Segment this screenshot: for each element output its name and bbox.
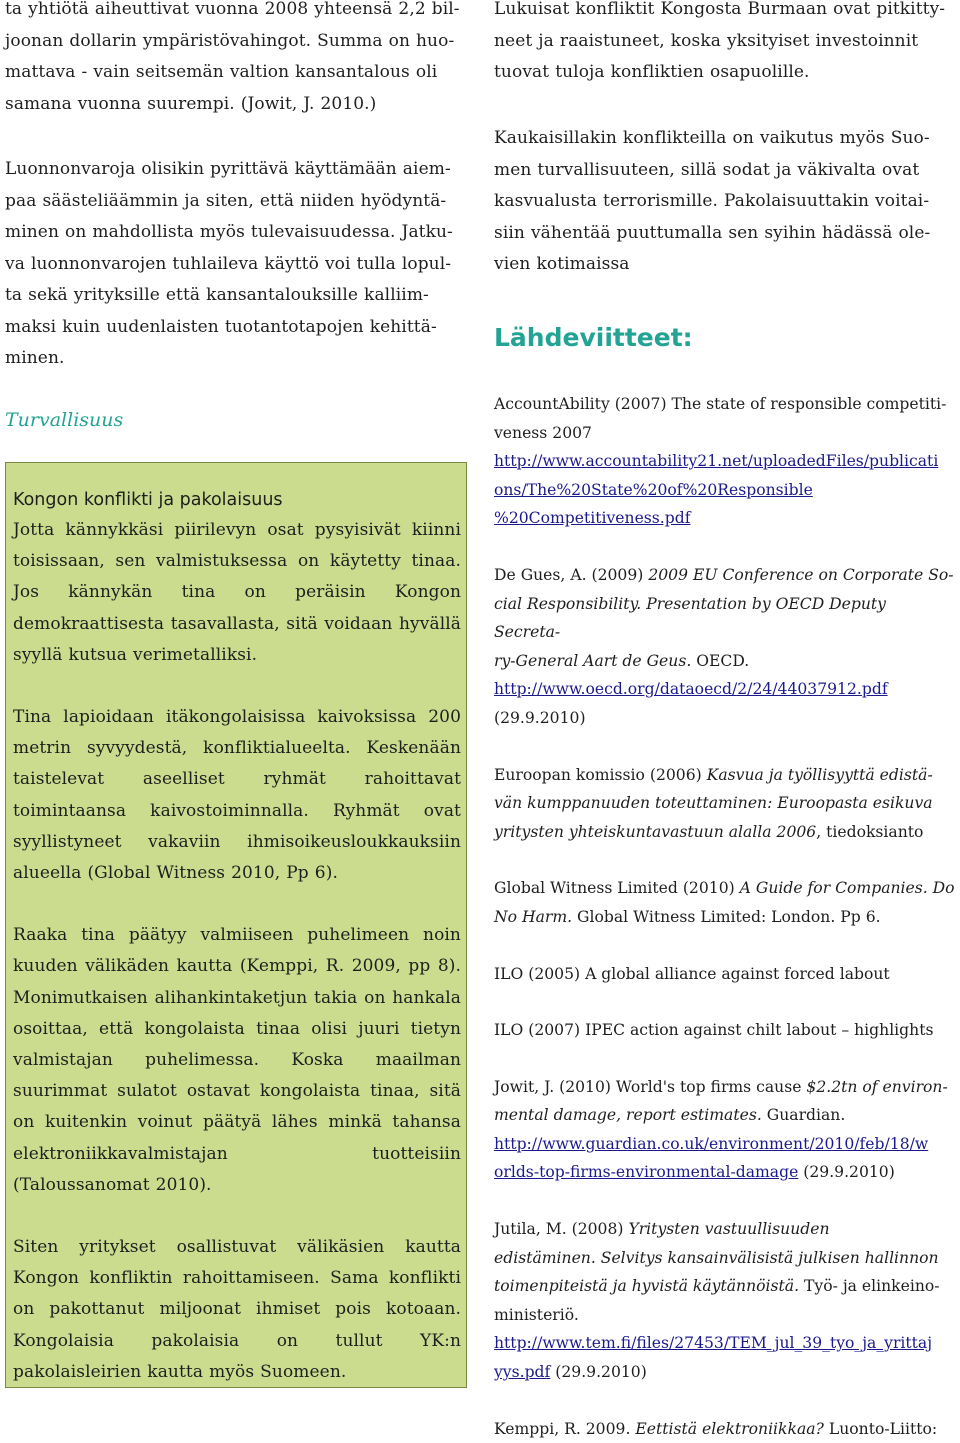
reference-title: No Harm. [494, 907, 573, 926]
text-line: Kaukaisillakin konflikteilla on vaikutus myös Suo- [494, 128, 930, 148]
reference-text: veness 2007 [494, 423, 592, 442]
reference-title: edistäminen. Selvitys kansainvälisistä julkisen hallinnon [494, 1248, 939, 1267]
reference-title: cial Responsibility. Presentation by OECD Deputy Secreta- [494, 594, 886, 642]
reference-item [494, 1073, 956, 1187]
reference-date: (29.9.2010) [550, 1363, 647, 1382]
reference-text: , tiedoksianto [816, 822, 924, 841]
reference-item [494, 1215, 956, 1387]
reference-text: De Gues, A. (2009) [494, 565, 649, 584]
reference-text: Global Witness Limited (2010) [494, 879, 740, 898]
box-paragraph: Siten yritykset osallistuvat välikäsien kautta Kongon konfliktin rahoittamiseen. Sama konflikti on pakottanut miljoonat ihmiset pois kotoaan. Kongolaisia pakolaisia on tullut YK:n pakolaisleirien kautta myös Suomeen. [13, 1237, 461, 1382]
security-paragraph [494, 123, 956, 281]
reference-link[interactable]: ons/The%20State%20of%20Responsible [494, 480, 813, 499]
reference-title: A Guide for Companies. Do [739, 879, 955, 898]
text-line: neet ja raaistuneet, koska yksityiset investoinnit [494, 30, 919, 51]
reference-title: Eettistä elektroniikkaa? [635, 1419, 824, 1438]
reference-date: (29.9.2010) [494, 708, 586, 727]
reference-text: Luonto-Liitto: [823, 1419, 938, 1438]
reference-title: mental damage, report estimates. [494, 1106, 762, 1125]
text-line: siin vähentää puuttumalla sen syihin hädässä ole- [494, 222, 931, 243]
text-line: Lukuisat konfliktit Kongosta Burmaan ovat pitkitty- [494, 0, 946, 19]
reference-text: Jutila, M. (2008) [494, 1220, 629, 1239]
box-paragraph: Raaka tina päätyy valmiiseen puhelimeen noin kuuden välikäden kautta (Kemppi, R. 2009, pp 8). Monimutkaisen alihankintaketjun takia on hankala osoittaa, että kongolaista tinaa olisi juuri tietyn valmistajan puhelimessa. Koska maailman suurimmat sulatot ostavat kongolaista tinaa, sitä on kuitenkin voinut päätyä lähes minkä tahansa elektroniikkavalmistajan tuotteisiin (Taloussanomat 2010). [13, 925, 461, 1195]
text-line: va luonnonvarojen tuhlaileva käyttö voi tulla lopul- [5, 253, 452, 274]
text-line: tuovat tuloja konfliktien osapuolille. [494, 62, 810, 82]
reference-title: Kasvua ja työllisyyttä edistä- [706, 765, 933, 784]
reference-text: Työ- ja elinkeino- [799, 1277, 940, 1296]
reference-title: Yritysten vastuullisuuden [628, 1220, 830, 1239]
reference-text: ministeriö. [494, 1305, 579, 1324]
sidebar-box [5, 462, 467, 1388]
reference-title: 2009 EU Conference on Corporate So- [648, 565, 954, 584]
reference-link[interactable]: orlds-top-firms-environmental-damage [494, 1163, 799, 1182]
conflicts-paragraph [494, 0, 956, 89]
reference-item [494, 390, 956, 533]
text-line: vien kotimaissa [494, 254, 630, 274]
text-line: mattava - vain seitsemän valtion kansantalous oli [5, 62, 438, 82]
text-line: minen on mahdollista myös tulevaisuudessa. Jatku- [5, 222, 453, 242]
text-line: kasvualusta terrorismille. Pakolaisuuttakin voitai- [494, 191, 930, 211]
reference-link[interactable]: http://www.guardian.co.uk/environment/2010/feb/18/w [494, 1134, 929, 1153]
reference-item [494, 960, 956, 989]
section-heading: Turvallisuus [5, 409, 124, 431]
references-heading: Lähdeviitteet: [494, 323, 693, 352]
reference-title: toimenpiteistä ja hyvistä käytännöistä. [494, 1277, 800, 1296]
reference-text: Euroopan komissio (2006) [494, 765, 707, 784]
resources-paragraph [5, 154, 465, 375]
intro-paragraph [5, 0, 465, 120]
text-line: minen. [5, 348, 65, 368]
reference-item [494, 561, 956, 733]
reference-item [494, 761, 956, 847]
reference-text: ILO (2005) A global alliance against forced labout [494, 964, 890, 983]
box-title: Kongon konflikti ja pakolaisuus [13, 490, 283, 510]
text-line: samana vuonna suurempi. (Jowit, J. 2010.) [5, 93, 377, 114]
reference-link[interactable]: yys.pdf [494, 1363, 551, 1382]
reference-link[interactable]: %20Competitiveness.pdf [494, 509, 691, 528]
reference-item [494, 1415, 956, 1443]
reference-item [494, 874, 956, 931]
box-paragraph: Jotta kännykkäsi piirilevyn osat pysyisivät kiinni toisissaan, sen valmistuksessa on käytetty tinaa. Jos kännykän tina on peräisin Kongon demokraattisesta tasavallasta, sitä voidaan hyvällä syyllä kutsua verimetalliksi. [13, 520, 461, 665]
reference-text: AccountAbility (2007) The state of responsible competiti- [494, 395, 947, 413]
reference-title: yritysten yhteiskuntavastuun alalla 2006 [494, 822, 817, 841]
reference-text: ILO (2007) IPEC action against chilt labout – highlights [494, 1021, 934, 1040]
reference-title: $2.2tn of environ- [806, 1077, 948, 1096]
references-list [494, 390, 956, 1443]
reference-date: (29.9.2010) [798, 1163, 895, 1182]
box-paragraph: Tina lapioidaan itäkongolaisissa kaivoksissa 200 metrin syvyydestä, konfliktialueelta. Keskenään taistelevat aseelliset ryhmät rahoittavat toimintaansa kaivostoiminnalla. Ryhmät ovat syyllistyneet vakaviin ihmisoikeusloukkauksiin alueella (Global Witness 2010, Pp 6). [13, 707, 461, 884]
text-line: Luonnonvaroja olisikin pyrittävä käyttämään aiem- [5, 159, 451, 179]
reference-title: vän kumppanuuden toteuttaminen: Euroopasta esikuva [494, 794, 933, 813]
reference-text: Global Witness Limited: London. Pp 6. [572, 907, 881, 926]
text-line: maksi kuin uudenlaisten tuotantotapojen kehittä- [5, 316, 437, 337]
reference-link[interactable]: http://www.accountability21.net/uploadedFiles/publicati [494, 452, 939, 471]
reference-item [494, 1016, 956, 1045]
text-line: paa säästeliäämmin ja siten, että niiden hyödyntä- [5, 190, 447, 211]
reference-title: ry-General Aart de Geus. [494, 651, 692, 670]
text-line: joonan dollarin ympäristövahingot. Summa on huo- [5, 30, 455, 51]
reference-link[interactable]: http://www.oecd.org/dataoecd/2/24/44037912.pdf [494, 680, 888, 699]
reference-link[interactable]: http://www.tem.fi/files/27453/TEM_jul_39_tyo_ja_yrittaj [494, 1334, 933, 1353]
text-line: ta yhtiötä aiheuttivat vuonna 2008 yhteensä 2,2 bil- [5, 0, 460, 19]
text-line: men turvallisuuteen, sillä sodat ja väkivalta ovat [494, 159, 920, 180]
reference-text: OECD. [691, 651, 750, 670]
text-line: ta sekä yrityksille että kansantalouksille kalliim- [5, 285, 429, 305]
reference-text: Guardian. [761, 1106, 846, 1125]
reference-text: Jowit, J. (2010) World's top firms cause [494, 1077, 807, 1096]
reference-text: Kemppi, R. 2009. [494, 1419, 636, 1438]
